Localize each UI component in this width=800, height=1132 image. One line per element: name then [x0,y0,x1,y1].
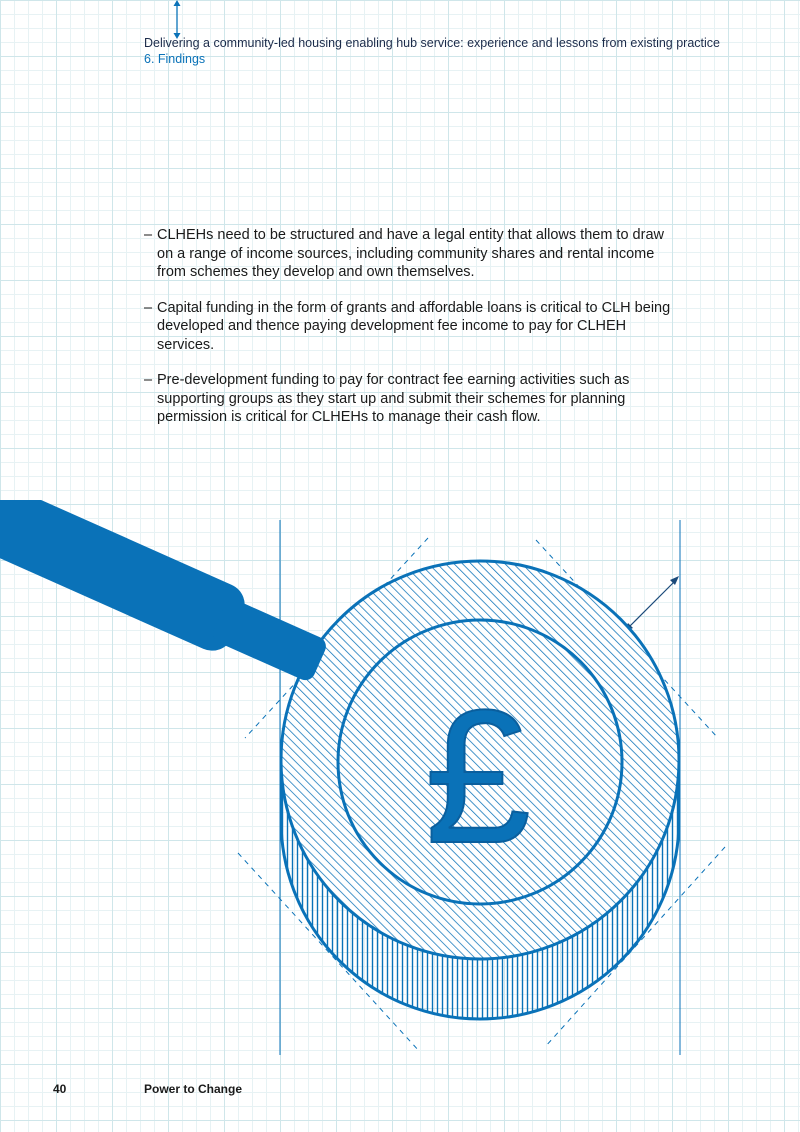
section-label: 6. Findings [144,52,206,66]
magnifier-handle [0,500,334,694]
pound-sign-icon: £ [425,671,531,883]
list-item: – Pre-development funding to pay for contract fee earning activities such as supporting groups as they start up and submit their schemes for planning permission is critical for CLHEHs to manage their cash flow. [144,371,684,427]
running-header [144,35,720,67]
findings-list [144,226,684,444]
list-item: – Capital funding in the form of grants and affordable loans is critical to CLH being developed and thence paying development fee income to pay for CLHEH services. [144,299,684,355]
coin [281,561,679,1019]
page-number: 40 [53,1082,67,1096]
coin-illustration [0,500,800,1070]
list-item: – CLHEHs need to be structured and have a legal entity that allows them to draw on a range of income sources, including community shares and rental income from schemes they develop and own themselves. [144,226,684,282]
document-title: Delivering a community-led housing enabling hub service: experience and lessons from existing practice [144,36,720,50]
brand-name: Power to Change [144,1082,243,1096]
dimension-arrow-icon [624,576,679,632]
